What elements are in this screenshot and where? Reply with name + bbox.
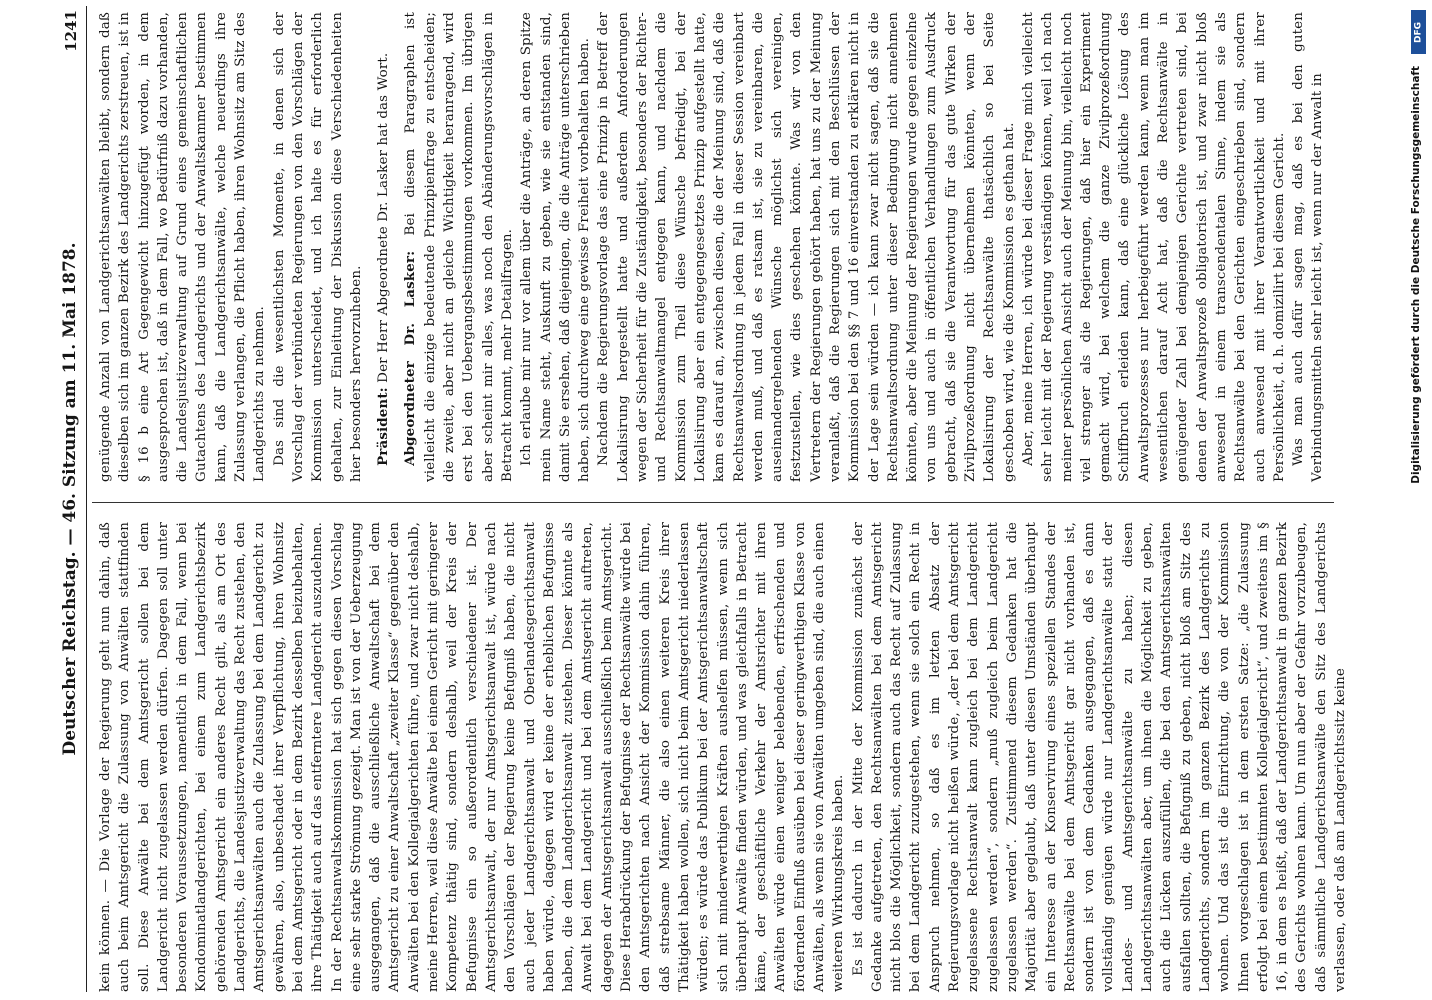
running-title: Deutscher Reichstag. — 46. Sitzung am 11. Mai 1878.	[60, 242, 80, 756]
speaker-label: Abgeordneter Dr. Lasker:	[402, 250, 419, 466]
credit-text: Digitalisierung gefördert durch die Deutsche Forschungsgemeinschaft	[1410, 66, 1422, 484]
left-paragraph-1: kein können. — Die Vorlage der Regierung geht nun dahin, daß auch beim Amtsgericht die Zulassung von Anwälten stattfinden soll. Diese Anwälte bei dem Amtsgericht sollen bei dem Landgericht nicht zugelassen werden dürfen. Dagegen soll unter besonderen Voraussetzungen, namentlich in dem Fall, wenn bei Kondominatlandgerichten, bei einem zum Landgerichtsbezirk gehörenden Amtsgericht ein anderes Recht gilt, als am Ort des Landgerichts, die Landesjustizverwaltung das Recht zustehen, den Amtsgerichtsanwälten auch die Zulassung bei dem Landgericht zu gewähren, also, unbeschadet ihrer Verpflichtung, ihren Wohnsitz bei dem Amtsgericht oder in dem Bezirk desselben beizubehalten, ihre Thätigkeit auch auf das entferntere Landgericht auszudehnen. In der Rechtsanwaltskommission hat sich gegen diesen Vorschlag eine sehr starke Strömung gezeigt. Man ist von der Ueberzeugung ausgegangen, daß die ausschließliche Anwaltschaft bei dem Amtsgericht zu einer Anwaltschaft „zweiter Klasse“ gegenüber den Anwälten bei den Kollegialgerichten führe, und zwar nicht deshalb, meine Herren, weil diese Anwälte bei einem Gericht mit geringerer Kompetenz thätig sind, sondern deshalb, weil der Kreis der Befugnisse ein so außerordentlich verschiedener ist. Der Amtsgerichtsanwalt, der nur Amtsgerichtsanwalt ist, würde nach den Vorschlägen der Regierung keine Befugniß haben, die nicht auch jeder Landgerichtsanwalt und Oberlandesgerichtsanwalt haben würde, dagegen wird er keine der erheblichen Befugnisse haben, die dem Landgerichtsanwalt zustehen. Dieser könnte als Anwalt bei dem Landgericht und bei dem Amtsgericht auftreten, dagegen der Amtsgerichtsanwalt ausschließlich beim Amtsgericht. Diese Herabdrückung der Befugnisse der Rechtsanwälte würde bei den Amtsgerichten nach Ansicht der Kommission dahin führen, daß strebsame Männer, die also einen weiteren Kreis ihrer Thätigkeit haben wollen, sich nicht beim Amtsgericht niederlassen würden; es würde das Publikum bei der Amtsgerichtsanwaltschaft sich mit minderwerthigen Kräften aushelfen müssen, wenn sich überhaupt Anwälte finden würden, und was gleichfalls in Betracht käme, der geschäftliche Verkehr der Amtsrichter mit ihren Anwälten würde einen weniger belebenden, erfrischenden und fördernden Einfluß ausüben bei dieser geringwerthigen Klasse von Anwälten, als wenn sie von Anwälten umgeben sind, die auch einen weiteren Wirkungskreis haben.	[98, 521, 847, 992]
right-column	[96, 12, 1328, 482]
speaker-paragraph-2: Ich erlaube mir nur vor allem über die Anträge, an deren Spitze mein Name steht, Auskunft zu geben, wie sie entstanden sind, damit Sie ersehen, daß diejenigen, die die Anträge unterschrieben haben, sich durchweg eine gewisse Freiheit vorbehalten haben.	[519, 12, 593, 482]
speaker-paragraph-3: Nachdem die Regierungsvorlage das eine Prinzip in Betreff der Lokalisirung hergestellt hatte und außerdem Anforderungen wegen der Sicherheit für die Zuständigkeit, besonders der Richter- und Rechtsanwaltmangel entgegen kann, und nachdem die Kommission zum Theil diese Wünsche befriedigt, bei der Lokalisirung aber ein entgegengesetztes Prinzip aufgestellt hatte, kam es darauf an, zwischen diesen, die der Meinung sind, daß die Rechtsanwaltsordnung in jedem Fall in dieser Session vereinbart werden muß, und daß es ratsam ist, sie zu vereinbaren, die auseinandergehenden Wünsche möglichst sich vereinigen, festzustellen, wie dies geschehen könnte. Was wir von den Vertretern der Regierungen gehört haben, hat uns zu der Meinung veranlaßt, daß die Regierungen sich mit den Beschlüssen der Kommission bei den §§ 7 und 16 einverstanden zu erklären nicht in der Lage sein würden — ich kann zwar nicht sagen, daß sie die Rechtsanwaltsordnung unter dieser Bedingung nicht annehmen könnten, aber die Meinung der Regierungen wurde gegen einzelne von uns und auch in öffentlichen Verhandlungen zum Ausdruck gebracht, daß sie die Verantwortung für das gute Wirken der Zivilprozeßordnung nicht übernehmen könnten, wenn der Lokalisirung der Rechtsanwälte thatsächlich so bei Seite geschoben wird, wie die Kommission es gethan hat.	[596, 12, 1017, 482]
column-divider	[92, 502, 1334, 503]
right-paragraph-1: genügende Anzahl von Landgerichtsanwälten bleibt, sondern daß dieselben sich im ganzen Bezirk des Landgerichts zerstreuen, ist in § 16 b eine Art Gegengewicht hinzugefügt worden, in dem ausgesprochen ist, daß in dem Fall, wo Bedürfniß dazu vorhanden, die Landesjustizverwaltung auf Grund eines gemeinschaftlichen Gutachtens des Landgerichts und der Anwaltskammer bestimmen kann, daß die Landgerichtsanwälte, welche neuerdings ihre Zulassung verlangen, die Pflicht haben, ihren Wohnsitz am Sitz des Landgerichts zu nehmen.	[98, 12, 268, 482]
president-label: Präsident:	[375, 387, 392, 466]
speaker-text-1: Bei diesem Paragraphen ist vielleicht die einzige bedeutende Prinzipienfrage zu entscheiden; die zweite, aber nicht an gleiche Wichtigkeit heranragend, wird erst bei den Uebergangsbestimmungen vorkommen. Im übrigen aber scheint mir alles, was noch den Abänderungsvorschlägen in Betracht kommt, mehr Detailfragen.	[403, 12, 515, 482]
speaker-paragraph-5: Was man auch dafür sagen mag, daß es bei den guten Verbindungsmitteln sehr leicht ist, wenn nur der Anwalt in	[1291, 12, 1326, 482]
president-text: Der Herr Abgeordnete Dr. Lasker hat das Wort.	[376, 52, 392, 383]
left-paragraph-2: Es ist dadurch in der Mitte der Kommission zunächst der Gedanke aufgetreten, den Rechtsanwälten bei dem Amtsgericht nicht blos die Möglichkeit, sondern auch das Recht auf Zulassung bei dem Landgericht zuzugestehen, wenn sie solch ein Recht in Anspruch nehmen, so daß es im letzten Absatz der Regierungsvorlage nicht heißen würde, „der bei dem Amtsgericht zugelassene Rechtsanwalt kann zugleich bei dem Landgericht zugelassen werden“, sondern „muß zugleich beim Landgericht zugelassen werden“. Zustimmend diesem Gedanken hat die Majorität aber geglaubt, daß unter diesen Umständen überhaupt ein Interesse an der Konservirung eines speziellen Standes der Rechtsanwälte bei dem Amtsgericht gar nicht vorhanden ist, sondern ist von dem Gedanken ausgegangen, daß es dann vollständig genügen würde nur Landgerichtsanwälte statt der Landes- und Amtsgerichtsanwälte zu haben; diesen Landgerichtsanwälten aber, um ihnen die Möglichkeit zu geben, auch die Lücken auszufüllen, die bei den Amtsgerichtsanwälten ausfallen sollten, die Befugniß zu geben, nicht bloß am Sitz des Landgerichts, sondern im ganzen Bezirk des Landgerichts zu wohnen. Und das ist die Einrichtung, die von der Kommission Ihnen vorgeschlagen ist in dem ersten Satze: „die Zulassung erfolgt bei einem bestimmten Kollegialgericht“, und zweitens im § 16, in dem es heißt, daß der Landgerichtsanwalt in ganzen Bezirk des Gerichts wohnen kann. Um nun aber der Gefahr vorzubeugen, daß sämmtliche Landgerichtsanwälte den Sitz des Landgerichts verlassen, oder daß am Landgerichtssitz keine	[850, 522, 1348, 992]
dfg-logo: DFG	[1411, 10, 1426, 54]
right-paragraph-2: Das sind die wesentlichsten Momente, in denen sich der Vorschlag der verbündeten Regierungen von den Vorschlägen der Kommission unterscheidet, und ich halte es für erforderlich gehalten, zur Einleitung der Diskussion diese Verschiedenheiten hier besonders hervorzuheben.	[271, 12, 364, 482]
president-line	[374, 12, 393, 482]
digitization-credit	[1408, 4, 1430, 996]
speaker-paragraph-4: Aber, meine Herren, ich würde bei dieser Frage mich vielleicht sehr leicht mit der Regierung verständigen können, weil ich nach meiner persönlichen Ansicht auch der Meinung bin, vielleicht noch viel strenger als die Regierungen, daß hier ein Experiment gemacht wird, bei welchem die ganze Zivilprozeßordnung Schiffbruch erleiden kann, daß eine glückliche Lösung des Anwaltsprozesses nur herbeigeführt werden kann, wenn man im wesentlichen darauf Acht hat, daß die Rechtsanwälte in genügender Zahl bei demjenigen Gerichte vertreten sind, bei denen der Anwaltsprozeß obligatorisch ist, und zwar nicht bloß anwesend in einem transcendentalen Sinne, indem sie als Rechtsanwälte bei den Gerichten eingeschrieben sind, sondern auch anwesend mit ihrer Verantwortlichkeit und mit ihrer Persönlichkeit, d. h. domizilirt bei diesem Gericht.	[1020, 12, 1287, 482]
speaker-paragraph-1	[401, 12, 517, 482]
page-header	[56, 6, 87, 992]
left-column	[96, 521, 1348, 992]
page-number: 1241	[62, 10, 80, 52]
